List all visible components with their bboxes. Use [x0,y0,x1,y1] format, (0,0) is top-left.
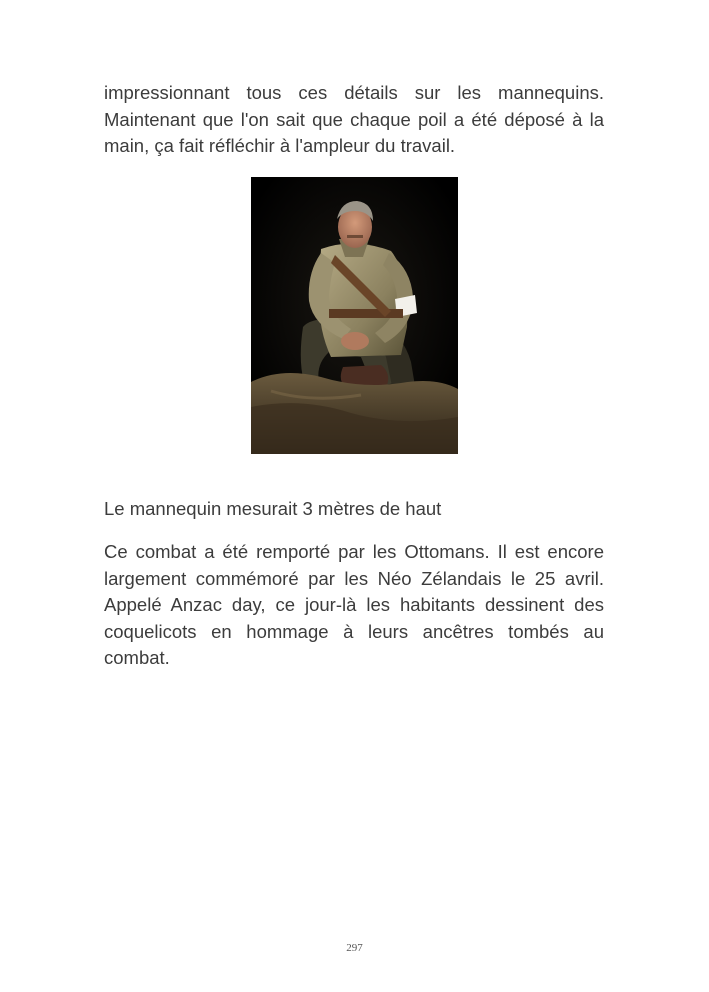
soldier-mannequin-photo [251,177,458,454]
figure-caption: Le mannequin mesurait 3 mètres de haut [104,498,442,519]
paragraph-anzac: Ce combat a été remporté par les Ottomans. Il est encore largement commémoré par les Néo Zélandais le 25 avril. Appelé Anzac day, ce jour-là les habitants dessinent des coquelicots en hommage à leurs ancêtres tombés au combat. [104,541,604,669]
photo-illustration [251,177,458,454]
paragraph-intro: impressionnant tous ces détails sur les mannequins. Maintenant que l'on sait que chaque poil a été déposé à la main, ça fait réfléchir à l'ampleur du travail. [104,82,604,157]
page-number: 297 [346,942,363,954]
